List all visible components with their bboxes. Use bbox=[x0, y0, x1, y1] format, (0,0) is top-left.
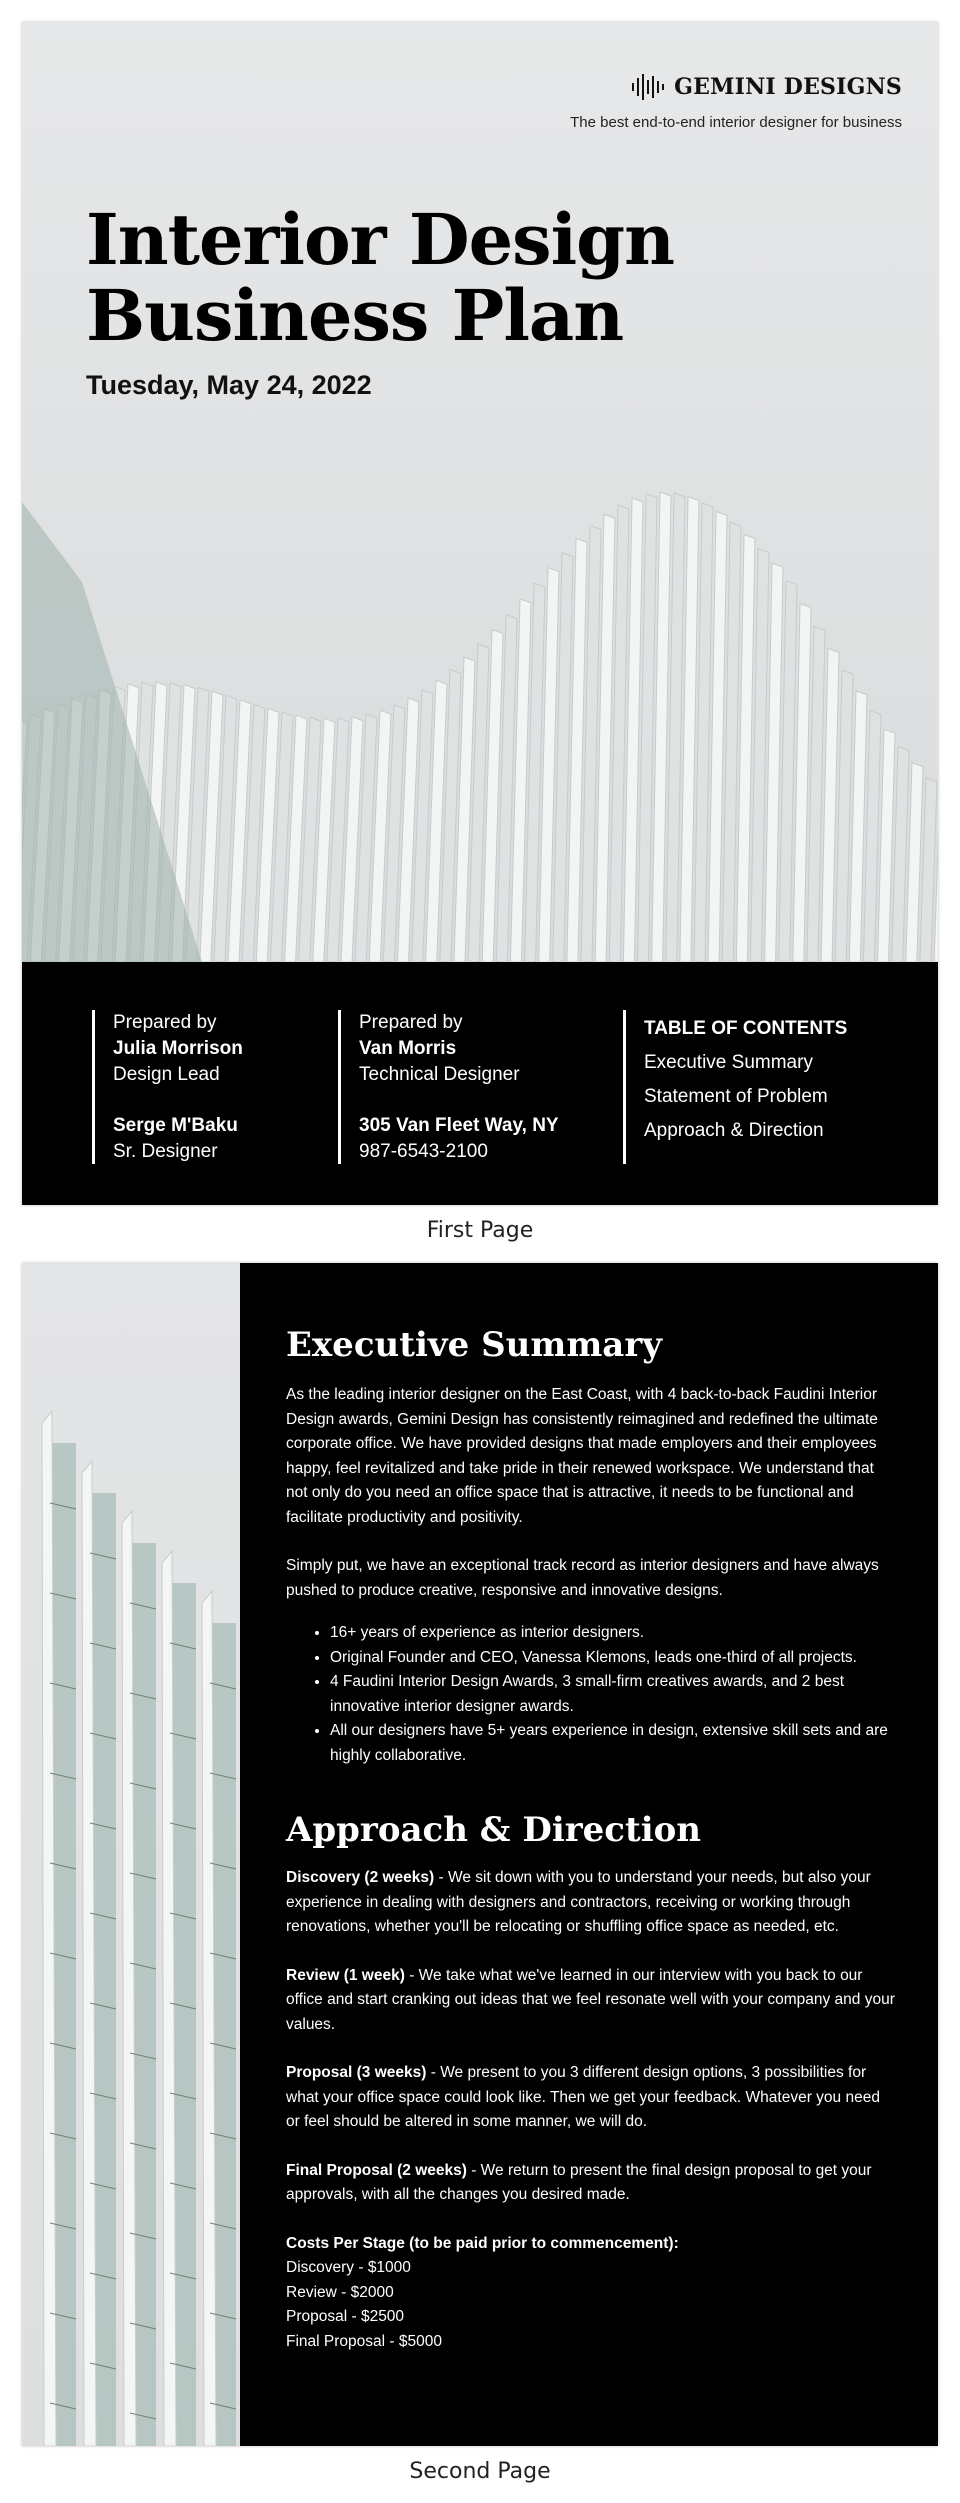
toc-item-executive-summary[interactable]: Executive Summary bbox=[644, 1052, 813, 1073]
stage-proposal bbox=[286, 2061, 896, 2135]
stage-label: Proposal (3 weeks) bbox=[286, 2064, 427, 2081]
stage-final-proposal bbox=[286, 2159, 896, 2208]
executive-summary-heading: Executive Summary bbox=[286, 1325, 663, 1365]
prepared-by-column-1 bbox=[92, 1010, 243, 1164]
toc-heading: TABLE OF CONTENTS bbox=[644, 1018, 848, 1039]
toc-item-statement-of-problem[interactable]: Statement of Problem bbox=[644, 1086, 828, 1107]
cost-final-proposal: Final Proposal - $5000 bbox=[286, 2332, 442, 2350]
soundwave-icon bbox=[630, 72, 666, 102]
document-date: Tuesday, May 24, 2022 bbox=[86, 370, 372, 400]
list-item: • 4 Faudini Interior Design Awards, 3 small-firm creatives awards, and 2 best innovative interior designer awards. bbox=[330, 1670, 896, 1719]
stage-text: - We sit down with you to understand your needs, but also your experience in dealing with designers and contractors, receiving or working through renovations, whether you'll be relocating or shuffling office space as needed, etc. bbox=[286, 1869, 871, 1935]
info-bar bbox=[22, 962, 938, 1205]
first-page bbox=[22, 22, 938, 1205]
tagline: The best end-to-end interior designer for business bbox=[570, 114, 902, 131]
list-item: • All our designers have 5+ years experience in design, extensive skill sets and are highly collaborative. bbox=[330, 1719, 896, 1768]
preparer-role-2: Sr. Designer bbox=[113, 1141, 218, 1162]
stage-label: Discovery (2 weeks) bbox=[286, 1869, 435, 1886]
list-item: • 16+ years of experience as interior designers. bbox=[330, 1621, 896, 1646]
prepared-by-column-2 bbox=[338, 1010, 559, 1164]
stage-label: Review (1 week) bbox=[286, 1966, 405, 1984]
document-title bbox=[86, 198, 674, 357]
prepared-by-label: Prepared by bbox=[359, 1012, 463, 1033]
title-line-1: Interior Design bbox=[86, 198, 674, 281]
toc-item-approach-direction[interactable]: Approach & Direction bbox=[644, 1120, 824, 1141]
company-phone: 987-6543-2100 bbox=[359, 1141, 488, 1162]
cost-proposal: Proposal - $2500 bbox=[286, 2308, 405, 2325]
executive-summary-paragraph-1: As the leading interior designer on the East Coast, with 4 back-to-back Faudini Interior Design awards, Gemini Design has consistently reimagined and redefined the ultimate corporate office. We have provided designs that made employers and their employees happy, feel revitalized and take pride in their renewed workspace. We understand that not only do you need an office space that is attractive, it needs to be functional and facilitate productivity and positivity. bbox=[286, 1386, 878, 1526]
preparer-name: Van Morris bbox=[359, 1038, 457, 1059]
list-item: • Original Founder and CEO, Vanessa Klemons, leads one-third of all projects. bbox=[330, 1646, 896, 1671]
stage-discovery bbox=[286, 1866, 896, 1940]
stage-text: - We take what we've learned in our interview with you back to our office and start cranking out ideas that we feel resonate well with your company and your values. bbox=[286, 1966, 895, 2033]
stage-review bbox=[286, 1964, 896, 2038]
highlights-list bbox=[286, 1621, 896, 1768]
stage-label: Final Proposal (2 weeks) bbox=[286, 2161, 467, 2179]
page-content bbox=[286, 1323, 896, 2354]
brand-name: GEMINI DESIGNS bbox=[674, 74, 902, 100]
prepared-by-label: Prepared by bbox=[113, 1012, 217, 1033]
cost-review: Review - $2000 bbox=[286, 2283, 394, 2301]
executive-summary-paragraph-2: Simply put, we have an exceptional track record as interior designers and have always pushed to produce creative, responsive and innovative designs. bbox=[286, 1557, 879, 1599]
second-page-caption: Second Page bbox=[409, 2459, 551, 2484]
company-address: 305 Van Fleet Way, NY bbox=[359, 1115, 559, 1136]
second-page bbox=[22, 1263, 938, 2446]
first-page-caption: First Page bbox=[426, 1218, 534, 1243]
brand-logo bbox=[630, 72, 902, 102]
preparer-role: Technical Designer bbox=[359, 1064, 520, 1085]
cost-discovery: Discovery - $1000 bbox=[286, 2259, 411, 2276]
approach-direction-heading: Approach & Direction bbox=[286, 1810, 702, 1850]
preparer-name-2: Serge M'Baku bbox=[113, 1115, 238, 1136]
table-of-contents bbox=[623, 1010, 847, 1164]
stage-text: - We present to you 3 different design options, 3 possibilities for what your office space could look like. Then we get your feedback. Whatever you need or feel should be altered in some manner, we will do. bbox=[286, 2064, 880, 2130]
costs-heading: Costs Per Stage (to be paid prior to commencement): bbox=[286, 2234, 679, 2252]
preparer-role: Design Lead bbox=[113, 1064, 220, 1085]
title-line-2: Business Plan bbox=[86, 274, 624, 357]
preparer-name: Julia Morrison bbox=[113, 1038, 243, 1059]
stage-text: - We return to present the final design proposal to get your approvals, with all the changes you desired made. bbox=[286, 2161, 872, 2203]
architecture-side-image bbox=[22, 1263, 240, 2446]
architecture-hero-image bbox=[22, 22, 938, 962]
